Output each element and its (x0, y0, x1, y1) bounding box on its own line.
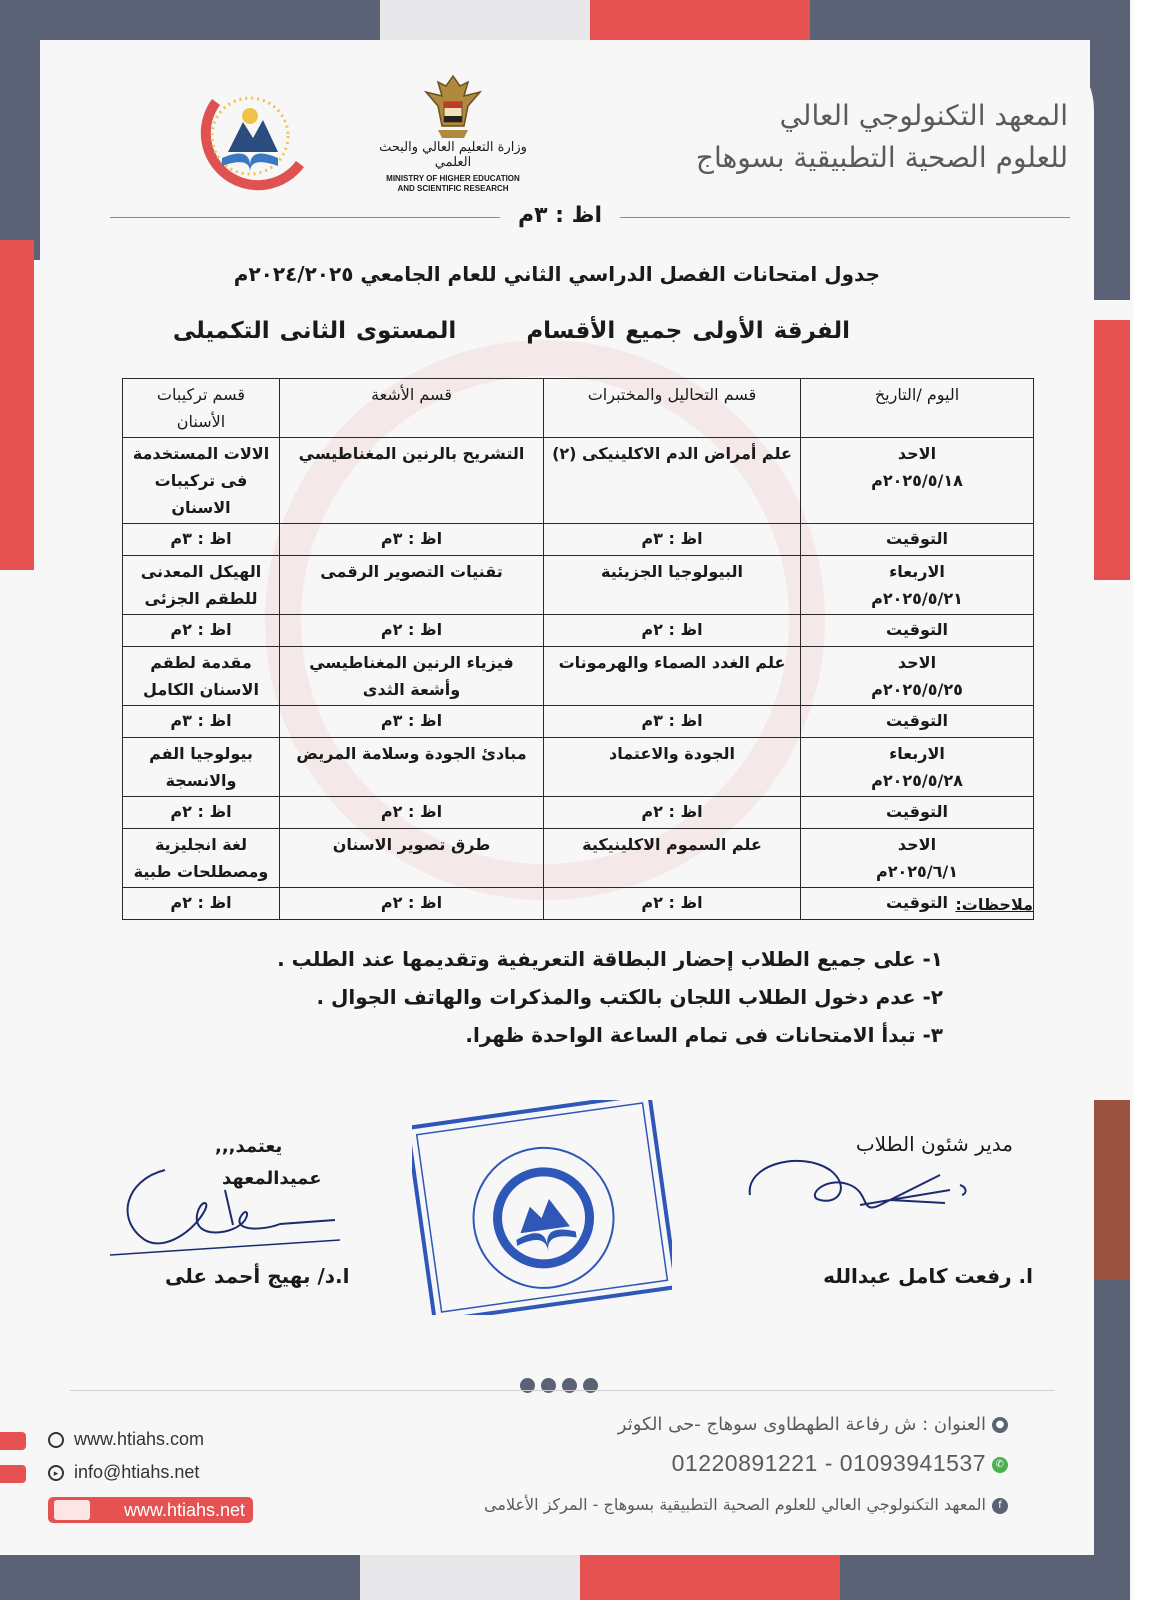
official-stamp (412, 1100, 672, 1315)
platform-logo-icon (54, 1500, 90, 1520)
decor-tab (0, 1432, 26, 1450)
day-date-cell (801, 829, 1034, 888)
day-name: الاربعاء (889, 562, 945, 581)
time-label: التوقيت (801, 797, 1034, 829)
day-name: الاحد (897, 835, 937, 854)
dean-title: عميدالمعهد (222, 1168, 322, 1189)
student-affairs-name: ا. رفعت كامل عبدالله (823, 1264, 1033, 1288)
footer-email[interactable] (48, 1462, 199, 1483)
note-item: ٣- تبدأ الامتحانات فى تمام الساعة الواحدة ظهرا. (465, 1023, 943, 1047)
exam-date: ٢٠٢٥/٥/٢٥م (871, 680, 963, 699)
decor-band (810, 0, 1130, 40)
table-row (123, 438, 1034, 524)
subtitle-level: المستوى الثانى التكميلى (172, 318, 457, 344)
mail-icon: ▸ (48, 1465, 64, 1481)
approval-label: يعتمد,,, (215, 1136, 283, 1157)
exam-date: ٢٠٢٥/٥/٢٨م (871, 771, 963, 790)
header-lab-department: قسم التحاليل والمختبرات (544, 379, 801, 438)
dental-exam-cell: الالات المستخدمة فى تركيبات الاسنان (123, 438, 280, 524)
day-date-cell (801, 556, 1034, 615)
lab-exam-cell: البيولوجيا الجزيئية (544, 556, 801, 615)
radiology-time-cell: اظ : ٢م (280, 888, 544, 920)
phone-numbers: 01220891221 - 01093941537 (671, 1450, 986, 1476)
time-label: التوقيت (801, 888, 1034, 920)
lab-time-cell: اظ : ٣م (544, 706, 801, 738)
ministry-english-line2: AND SCIENTIFIC RESEARCH (397, 184, 509, 193)
lab-time-cell: اظ : ٣م (544, 524, 801, 556)
decor-band (0, 240, 34, 570)
table-row (123, 738, 1034, 797)
lab-time-cell: اظ : ٢م (544, 615, 801, 647)
decor-band (840, 1555, 1130, 1600)
institute-logo (188, 72, 313, 202)
exam-schedule-table (122, 378, 1034, 920)
decor-band (1094, 1280, 1130, 1600)
radiology-exam-cell: فيزياء الرنين المغناطيسي وأشعة الثدى (280, 647, 544, 706)
institute-logo-icon (188, 72, 313, 202)
table-time-row (123, 524, 1034, 556)
dental-exam-cell: الهيكل المعدنى للطقم الجزئى (123, 556, 280, 615)
dental-time-cell: اظ : ٣م (123, 706, 280, 738)
radiology-exam-cell: التشريح بالرنين المغناطيسي (280, 438, 544, 524)
table-row (123, 647, 1034, 706)
time-label: التوقيت (801, 524, 1034, 556)
radiology-exam-cell: طرق تصوير الاسنان (280, 829, 544, 888)
address-text: العنوان : ش رفاعة الطهطاوى سوهاج -حى الكوثر (617, 1414, 986, 1435)
time-label: التوقيت (801, 706, 1034, 738)
day-name: الاربعاء (889, 744, 945, 763)
student-affairs-signature (740, 1145, 980, 1235)
lab-exam-cell: علم السموم الاكلينيكية (544, 829, 801, 888)
email-link[interactable]: info@htiahs.net (74, 1462, 200, 1482)
decor-band (0, 40, 40, 260)
footer-phones (672, 1450, 1008, 1477)
lab-exam-cell: علم أمراض الدم الاكلينيكى (٢) (544, 438, 801, 524)
subtitle-group: الفرقة الأولى جميع الأقسام (526, 318, 850, 344)
decor-band (1094, 1100, 1130, 1280)
whatsapp-icon: ✆ (992, 1457, 1008, 1473)
decor-band (1094, 320, 1130, 580)
dean-name: ا.د/ بهيج أحمد على (165, 1264, 350, 1288)
radiology-time-cell: اظ : ٢م (280, 797, 544, 829)
decor-band (360, 1555, 580, 1600)
lab-time-cell: اظ : ٢م (544, 797, 801, 829)
table-time-row (123, 615, 1034, 647)
decor-band (0, 1555, 360, 1600)
exam-date: ٢٠٢٥/٦/١م (875, 862, 958, 881)
location-pin-icon: ● (992, 1417, 1008, 1433)
time-label: التوقيت (801, 615, 1034, 647)
student-affairs-title: مدير شئون الطلاب (855, 1132, 1013, 1156)
footer-divider (70, 1390, 1055, 1391)
lab-time-cell: اظ : ٢م (544, 888, 801, 920)
radiology-exam-cell: مبادئ الجودة وسلامة المريض (280, 738, 544, 797)
footer-social (484, 1495, 1008, 1514)
dental-time-cell: اظ : ٢م (123, 615, 280, 647)
institute-name-line1: المعهد التكنولوجي العالي (779, 99, 1068, 132)
lab-exam-cell: الجودة والاعتماد (544, 738, 801, 797)
radiology-exam-cell: تقنيات التصوير الرقمى (280, 556, 544, 615)
table-row (123, 556, 1034, 615)
decor-band (1090, 40, 1130, 300)
institute-name (648, 95, 1068, 179)
dental-time-cell: اظ : ٢م (123, 888, 280, 920)
globe-icon (48, 1432, 64, 1448)
radiology-time-cell: اظ : ٢م (280, 615, 544, 647)
decor-band (380, 0, 590, 40)
exam-date: ٢٠٢٥/٥/١٨م (871, 471, 963, 490)
decor-band (0, 0, 380, 40)
table-time-row (123, 888, 1034, 920)
table-time-row (123, 797, 1034, 829)
footer-address (618, 1414, 1008, 1435)
day-name: الاحد (897, 653, 937, 672)
dental-time-cell: اظ : ٢م (123, 797, 280, 829)
page-edge (1133, 0, 1163, 1600)
day-date-cell (801, 438, 1034, 524)
radiology-time-cell: اظ : ٣م (280, 706, 544, 738)
lab-exam-cell: علم الغدد الصماء والهرمونات (544, 647, 801, 706)
facebook-icon: f (992, 1498, 1008, 1514)
header-day-date: اليوم /التاريخ (801, 379, 1034, 438)
page-dots (520, 1378, 604, 1397)
website-badge[interactable] (48, 1497, 253, 1523)
decor-tab (0, 1465, 26, 1483)
ministry-emblem (368, 72, 538, 202)
note-item: ٢- عدم دخول الطلاب اللجان بالكتب والمذكرات والهاتف الجوال . (316, 985, 943, 1009)
header-radiology-department: قسم الأشعة (280, 379, 544, 438)
table-row (123, 829, 1034, 888)
ministry-english-name (368, 174, 538, 194)
ministry-english-line1: MINISTRY OF HIGHER EDUCATION (386, 174, 520, 183)
website-link[interactable]: www.htiahs.com (74, 1429, 205, 1449)
note-item: ١- على جميع الطلاب إحضار البطاقة التعريفية وتقديمها عند الطلب . (277, 947, 943, 971)
eagle-icon (368, 72, 538, 142)
radiology-time-cell: اظ : ٣م (280, 524, 544, 556)
dean-signature (105, 1160, 345, 1270)
page-title: جدول امتحانات الفصل الدراسي الثاني للعام الجامعي ٢٠٢٤/٢٠٢٥م (233, 262, 880, 286)
notes-list (243, 940, 943, 1054)
day-date-cell (801, 647, 1034, 706)
table-time-row (123, 706, 1034, 738)
day-date-cell (801, 738, 1034, 797)
dental-time-cell: اظ : ٣م (123, 524, 280, 556)
facebook-page-name: المعهد التكنولوجي العالي للعلوم الصحية التطبيقية بسوهاج - المركز الأعلامى (484, 1495, 986, 1514)
decor-band (590, 0, 810, 40)
badge-website-text[interactable]: www.htiahs.net (123, 1500, 245, 1520)
notes-heading: ملاحظات: (955, 895, 1033, 914)
institute-name-line2: للعلوم الصحية التطبيقية بسوهاج (695, 141, 1068, 174)
table-header-row (123, 379, 1034, 438)
header-dental-department: قسم تركيبات الأسنان (123, 379, 280, 438)
header-time-note: اظ : ٣م (500, 203, 620, 228)
dental-exam-cell: مقدمة لطقم الاسنان الكامل (123, 647, 280, 706)
day-name: الاحد (897, 444, 937, 463)
dental-exam-cell: بيولوجيا الفم والانسجة (123, 738, 280, 797)
ministry-arabic-name: وزارة التعليم العالي والبحث العلمي (379, 140, 527, 170)
exam-date: ٢٠٢٥/٥/٢١م (871, 589, 963, 608)
dental-exam-cell: لغة انجليزية ومصطلحات طبية (123, 829, 280, 888)
footer-website[interactable] (48, 1429, 204, 1450)
decor-band (580, 1555, 840, 1600)
page-subtitle (150, 318, 850, 344)
